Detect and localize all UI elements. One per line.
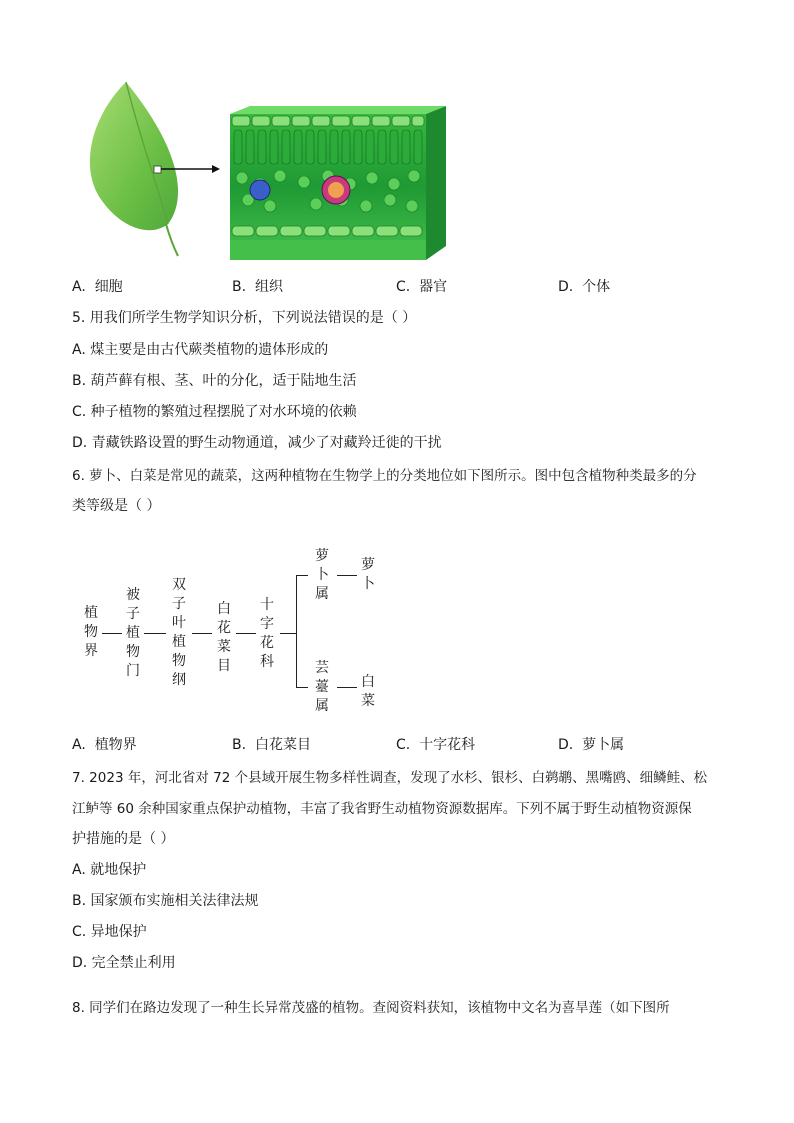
q4-option-c: C. 器官: [396, 279, 448, 295]
leaf-icon: [80, 78, 450, 268]
tree-node-genus-cabbage: 芸薹属: [315, 660, 329, 714]
tree-node-kingdom: 植物界: [84, 605, 98, 659]
tree-node-species-cabbage: 白菜: [361, 674, 375, 709]
q5-stem: 5. 用我们所学生物学知识分析，下列说法错误的是（ ）: [72, 310, 417, 326]
q7-option-b: B. 国家颁布实施相关法律法规: [72, 893, 259, 909]
q7-stem-line3: 护措施的是（ ）: [72, 831, 175, 847]
q5-option-d: D. 青藏铁路设置的野生动物通道，减少了对藏羚迁徙的干扰: [72, 435, 442, 451]
q7-option-d: D. 完全禁止利用: [72, 955, 176, 971]
leaf-figure: [80, 78, 450, 268]
q7-stem-line2: 江鲈等 60 余种国家重点保护动植物，丰富了我省野生动植物资源数据库。下列不属于野生动植物资源保: [72, 801, 692, 817]
q7-stem-line1: 7. 2023 年，河北省对 72 个县域开展生物多样性调查，发现了水杉、银杉、白鹈鹕、黑嘴鸥、细鳞鲑、松: [72, 770, 708, 786]
tree-node-genus-radish: 萝卜属: [315, 548, 329, 602]
q7-option-c: C. 异地保护: [72, 924, 147, 940]
q6-stem-line1: 6. 萝卜、白菜是常见的蔬菜，这两种植物在生物学上的分类地位如下图所示。图中包含植物种类最多的分: [72, 468, 697, 484]
q6-option-c: C. 十字花科: [396, 737, 476, 753]
q7-option-a: A. 就地保护: [72, 862, 147, 878]
q6-option-b: B. 白花菜目: [232, 737, 311, 753]
q6-option-a: A. 植物界: [72, 737, 137, 753]
tree-node-phylum: 被子植物门: [126, 587, 140, 679]
q6-option-d: D. 萝卜属: [558, 737, 625, 753]
q4-option-a: A. 细胞: [72, 279, 123, 295]
tree-node-class: 双子叶植物纲: [172, 577, 186, 688]
q4-option-b: B. 组织: [232, 279, 283, 295]
tree-node-species-radish: 萝卜: [361, 557, 375, 592]
q5-option-a: A. 煤主要是由古代蕨类植物的遗体形成的: [72, 342, 329, 358]
q6-stem-line2: 类等级是（ ）: [72, 498, 161, 514]
q4-option-d: D. 个体: [558, 279, 611, 295]
tree-node-order: 白花菜目: [217, 601, 231, 674]
tree-node-family: 十字花科: [260, 597, 274, 670]
q5-option-c: C. 种子植物的繁殖过程摆脱了对水环境的依赖: [72, 404, 357, 420]
q5-option-b: B. 葫芦藓有根、茎、叶的分化，适于陆地生活: [72, 373, 357, 389]
q8-stem-line1: 8. 同学们在路边发现了一种生长异常茂盛的植物。查阅资料获知，该植物中文名为喜旱莲（如下图所: [72, 1000, 670, 1016]
